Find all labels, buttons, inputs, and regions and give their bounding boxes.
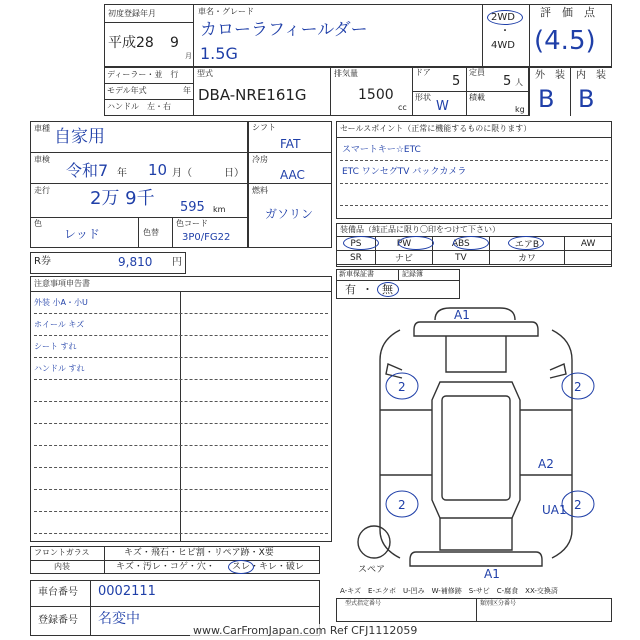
fuel-label: 燃料 xyxy=(252,186,268,195)
kg-unit: kg xyxy=(515,105,525,114)
first-reg-era: 平成28 xyxy=(108,35,154,51)
month-unit: 月 xyxy=(185,52,192,60)
inspection-day-unit: 日） xyxy=(224,168,244,179)
notes-title: 注意事項申告書 xyxy=(34,279,90,288)
usage: 自家用 xyxy=(54,127,105,147)
notes-divider xyxy=(34,313,328,314)
stock-label: 車台番号 xyxy=(38,587,78,598)
first-reg-label: 初度登録年月 xyxy=(108,9,156,18)
ac: AAC xyxy=(280,168,305,182)
spare-label: スペア xyxy=(358,565,386,575)
sales-point-line1: スマートキー☆ETC xyxy=(342,145,421,155)
capacity: 5 xyxy=(503,74,512,89)
capacity-unit: 人 xyxy=(515,78,523,87)
circle-airbag xyxy=(508,236,544,250)
equip-navi: ナビ xyxy=(375,251,432,265)
diagram-mark-front: A1 xyxy=(454,308,470,322)
drive-2wd: 2WD xyxy=(491,12,515,23)
diagram-mark-right: A2 xyxy=(538,457,554,471)
model-year-unit: 年 xyxy=(183,86,191,95)
color-code-label: 色コード xyxy=(176,219,208,228)
warranty-yes: 有 xyxy=(345,283,356,296)
recycle-label: R券 xyxy=(34,256,51,267)
shift-label: シフト xyxy=(252,123,276,132)
notes-line: ハンドル すれ xyxy=(34,364,85,373)
record-label: 記録簿 xyxy=(402,270,423,278)
sales-point-title: セールスポイント（正常に機能するものに限ります） xyxy=(340,124,532,133)
inspection-year-unit: 年 xyxy=(117,168,127,179)
shape: W xyxy=(436,99,449,114)
equip-abs: ABS xyxy=(432,237,489,251)
equip-leather: カワ xyxy=(489,251,565,265)
circle-sure xyxy=(228,560,254,574)
shift: FAT xyxy=(280,137,301,151)
diagram-mark-rr2: 2 xyxy=(574,498,582,512)
color-code: 3P0/FG22 xyxy=(182,232,231,243)
exterior-label: 外 装 xyxy=(535,70,565,81)
category-label: 類別区分番号 xyxy=(480,600,517,607)
score-label: 評 価 点 xyxy=(540,6,595,19)
inspection-label: 車検 xyxy=(34,155,50,164)
color-change-label: 色替 xyxy=(143,228,159,237)
stock-number: 0002111 xyxy=(98,584,156,599)
front-glass-label: フロントガラス xyxy=(34,548,90,557)
interior-options-circled: スレ xyxy=(232,562,251,572)
rear-bumper xyxy=(410,552,542,566)
handle-label: ハンドル 左・右 xyxy=(107,102,171,111)
door-label: ドア xyxy=(415,68,431,77)
dealer-label: ディーラー・並 行 xyxy=(107,70,179,79)
diagram-mark-lr: 2 xyxy=(398,498,406,512)
equip-empty xyxy=(565,251,612,265)
interior-options-post: ・キレ・破レ xyxy=(250,562,304,572)
equip-tv: TV xyxy=(432,251,489,265)
inspection-month: 10 xyxy=(148,161,168,179)
color: レッド xyxy=(64,227,100,241)
model-year-label: モデル年式 xyxy=(107,86,147,95)
notes-line: 外装 小A・小U xyxy=(34,298,88,307)
type-spec-label: 型式指定番号 xyxy=(345,600,382,607)
equipment-title: 装備品（純正品に限り〇印をつけて下さい） xyxy=(340,225,500,234)
tailgate xyxy=(440,518,512,550)
recycle: 9,810 xyxy=(118,255,153,269)
diagram-mark-rr: UA1 xyxy=(542,503,567,517)
first-reg-month: 9 xyxy=(170,35,179,51)
equip-aw: AW xyxy=(565,237,612,251)
type-label: 型式 xyxy=(197,69,213,78)
warranty-dot: ・ xyxy=(362,283,373,296)
reg-label: 登録番号 xyxy=(38,615,78,626)
notes-divider xyxy=(34,335,328,336)
drive-dot: ・ xyxy=(500,26,510,37)
recycle-box xyxy=(30,252,186,274)
yen-unit: 円 xyxy=(172,257,182,268)
color-label: 色 xyxy=(34,219,42,228)
interior-options-pre: キズ・汚レ・コゲ・穴・ xyxy=(116,562,215,572)
inspection-era: 令和7 xyxy=(66,161,109,180)
left-mirror xyxy=(386,364,402,378)
interior-label: 内 装 xyxy=(576,70,606,81)
new-warranty-label: 新車保証書 xyxy=(339,270,374,278)
mileage: 2万 9千 xyxy=(90,188,155,209)
notes-divider xyxy=(34,423,328,424)
car-name-label: 車名・グレード xyxy=(198,7,254,16)
circle-abs xyxy=(453,236,489,250)
notes-line: シート すれ xyxy=(34,342,77,351)
shape-label: 形状 xyxy=(415,93,431,102)
ac-label: 冷房 xyxy=(252,155,268,164)
displacement-label: 排気量 xyxy=(334,69,358,78)
car-diagram xyxy=(340,300,612,585)
front-grille xyxy=(414,322,538,336)
spare-tire xyxy=(358,526,390,558)
equip-sr: SR xyxy=(337,251,376,265)
mileage-sub: 595 xyxy=(180,200,205,215)
equip-pw: PW xyxy=(375,237,432,251)
mileage-label: 走行 xyxy=(34,186,50,195)
diagram-mark-rear: A1 xyxy=(484,567,500,581)
usage-label: 車種 xyxy=(34,124,50,133)
fuel: ガソリン xyxy=(265,207,314,221)
displacement: 1500 xyxy=(358,87,394,103)
drive-4wd: 4WD xyxy=(491,40,515,51)
load-label: 積載 xyxy=(469,93,485,102)
notes-divider xyxy=(34,511,328,512)
car-name: カローラフィールダー xyxy=(200,20,368,40)
equip-airbag: エアB xyxy=(489,237,565,251)
notes-box xyxy=(30,276,332,542)
notes-divider xyxy=(34,445,328,446)
notes-divider xyxy=(34,357,328,358)
notes-divider xyxy=(34,533,328,534)
sales-point-line2: ETC ワンセグTV バックカメラ xyxy=(342,167,467,177)
score: (4.5) xyxy=(534,26,596,56)
car-grade: 1.5G xyxy=(200,44,238,63)
capacity-label: 定員 xyxy=(469,68,485,77)
interior-cond-label: 内装 xyxy=(54,562,70,571)
interior-grade: B xyxy=(578,85,595,113)
front-bumper xyxy=(435,308,515,320)
doors: 5 xyxy=(452,74,461,89)
circle-ps xyxy=(343,236,379,250)
front-glass-options: キズ・飛石・ヒビ割・リペア跡・X要 xyxy=(124,548,274,558)
inspection-month-unit: 月（ xyxy=(172,168,192,179)
notes-divider xyxy=(34,489,328,490)
legend: A-キズ E-エクボ U-凹み W-補修跡 S-サビ C-腐食 XX-交換済 xyxy=(340,587,558,595)
right-mirror xyxy=(550,364,566,378)
reg-number: 名変中 xyxy=(98,611,140,627)
watermark: www.CarFromJapan.com Ref CFJ1112059 xyxy=(190,624,420,637)
warranty-no: 無 xyxy=(382,283,393,296)
roof xyxy=(432,382,520,518)
notes-divider xyxy=(34,401,328,402)
notes-line: ホイール キズ xyxy=(34,320,85,329)
roof-panel xyxy=(442,396,510,500)
notes-divider xyxy=(34,379,328,380)
equip-ps: PS xyxy=(337,237,376,251)
diagram-mark-rf: 2 xyxy=(574,380,582,394)
notes-divider xyxy=(34,467,328,468)
hood xyxy=(446,336,506,372)
diagram-mark-lf: 2 xyxy=(398,380,406,394)
circle-pw xyxy=(398,236,434,250)
km-unit: km xyxy=(213,205,226,214)
model-type: DBA-NRE161G xyxy=(198,86,307,104)
exterior-grade: B xyxy=(538,85,555,113)
cc-unit: cc xyxy=(398,103,407,112)
